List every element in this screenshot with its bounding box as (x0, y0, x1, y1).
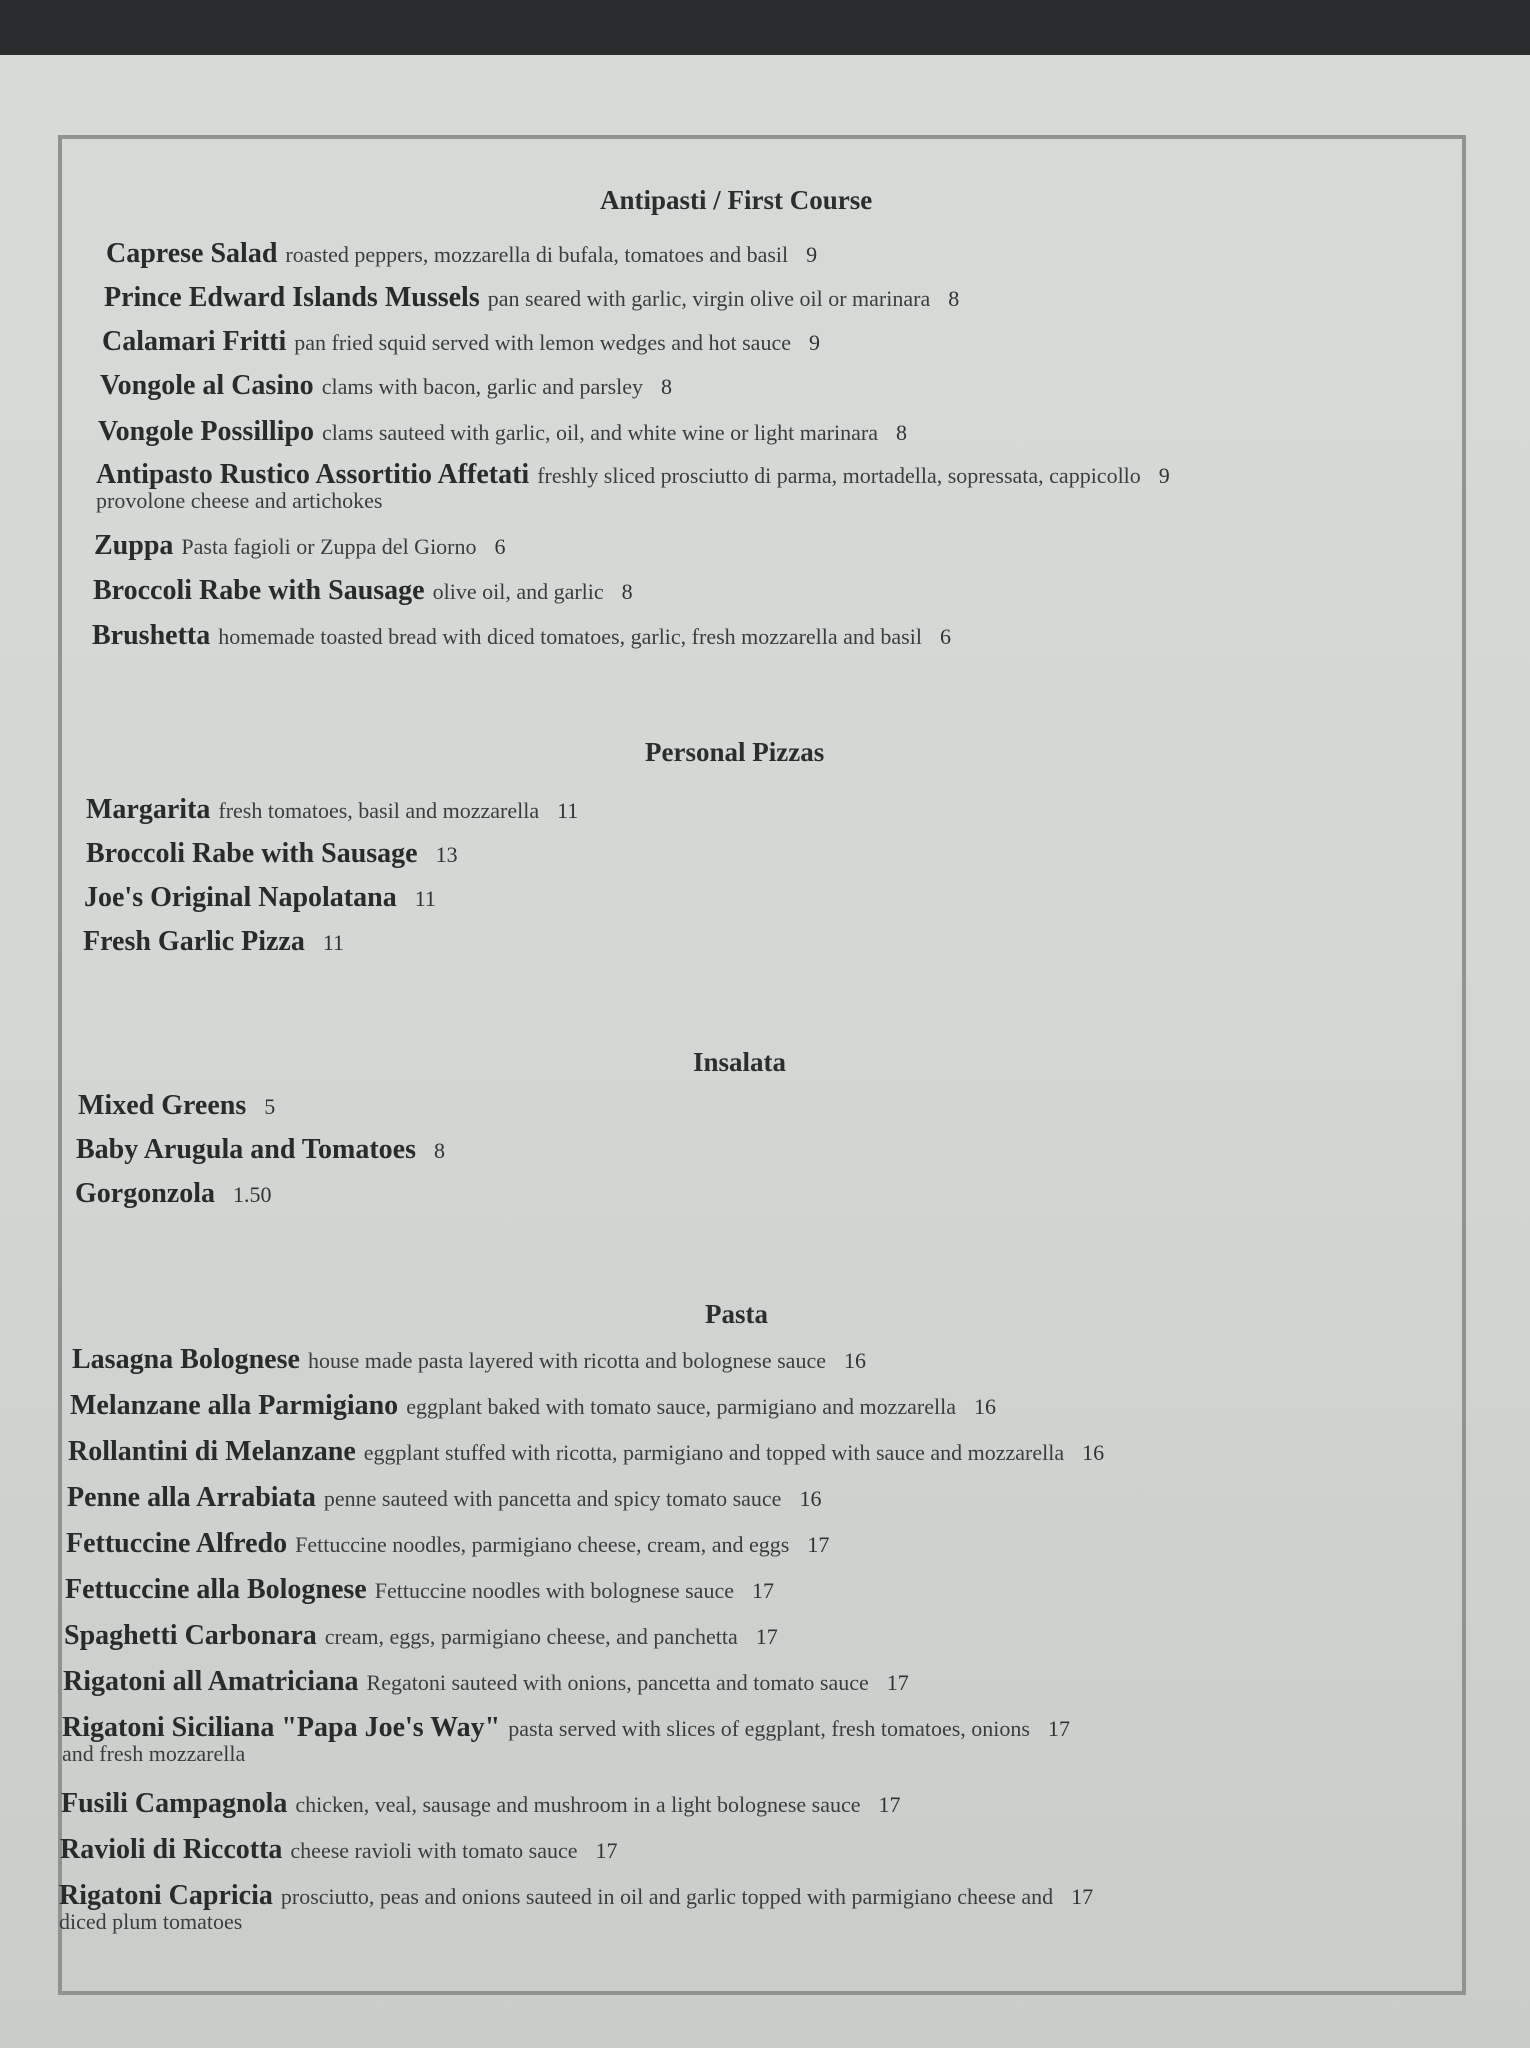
menu-item (83, 927, 344, 958)
item-name: Calamari Fritti (102, 326, 287, 357)
section-title-insalata: Insalata (693, 1047, 787, 1077)
item-price: 16 (1082, 1440, 1105, 1465)
item-name: Ravioli di Riccotta (60, 1834, 283, 1865)
item-price: 9 (806, 242, 818, 267)
item-price: 9 (1158, 463, 1170, 488)
menu-item (70, 1391, 996, 1422)
item-price: 17 (878, 1792, 901, 1817)
item-name: Antipasto Rustico Assortitio Affetati (96, 459, 530, 490)
menu-item (84, 883, 436, 914)
item-price: 17 (1071, 1884, 1094, 1909)
menu-item (92, 621, 951, 652)
menu-item (98, 417, 907, 448)
item-description: homemade toasted bread with diced tomatoes, garlic, fresh mozzarella and basil (218, 624, 922, 649)
item-description: fresh tomatoes, basil and mozzarella (218, 798, 540, 823)
menu-item (96, 460, 1170, 511)
menu-item (106, 239, 817, 270)
menu-item (67, 1483, 821, 1514)
item-price: 11 (322, 930, 345, 955)
item-description: olive oil, and garlic (432, 579, 604, 604)
menu-item (59, 1881, 1093, 1932)
item-name: Fettuccine Alfredo (66, 1528, 288, 1559)
menu-item (102, 327, 820, 358)
item-description: cream, eggs, parmigiano cheese, and panchetta (324, 1624, 738, 1649)
item-name: Rigatoni Siciliana "Papa Joe's Way" (62, 1712, 501, 1743)
item-name: Caprese Salad (106, 238, 278, 269)
item-description: chicken, veal, sausage and mushroom in a light bolognese sauce (295, 1792, 861, 1817)
menu-item (104, 283, 959, 314)
menu-item (86, 839, 458, 870)
item-price: 8 (895, 420, 907, 445)
menu-item (63, 1667, 909, 1698)
item-description: cheese ravioli with tomato sauce (290, 1838, 578, 1863)
item-price: 17 (886, 1670, 909, 1695)
menu-item (68, 1437, 1104, 1468)
menu-item (94, 531, 506, 562)
item-description: pasta served with slices of eggplant, fresh tomatoes, onions (508, 1716, 1030, 1741)
item-description: Fettuccine noodles with bolognese sauce (374, 1578, 734, 1603)
item-name: Zuppa (94, 530, 174, 561)
section-title-pasta: Pasta (705, 1299, 768, 1329)
item-description: Pasta fagioli or Zuppa del Giorno (181, 534, 477, 559)
item-description: freshly sliced prosciutto di parma, mortadella, sopressata, cappicollo (537, 463, 1141, 488)
item-name: Spaghetti Carbonara (64, 1620, 317, 1651)
item-name: Rigatoni all Amatriciana (63, 1666, 359, 1697)
item-description: pan seared with garlic, virgin olive oil or marinara (487, 286, 931, 311)
item-price: 8 (434, 1138, 445, 1163)
item-name: Mixed Greens (78, 1090, 247, 1121)
item-price: 13 (435, 842, 458, 867)
item-name: Fettuccine alla Bolognese (65, 1574, 367, 1605)
section-title-antipasti: Antipasti / First Course (600, 185, 873, 215)
item-description: clams with bacon, garlic and parsley (321, 374, 644, 399)
menu-item (66, 1529, 829, 1560)
item-price: 8 (621, 579, 633, 604)
item-description: penne sauteed with pancetta and spicy tomato sauce (323, 1486, 782, 1511)
item-price: 9 (808, 330, 820, 355)
item-name: Broccoli Rabe with Sausage (86, 838, 418, 869)
menu-item (65, 1575, 774, 1606)
item-price: 16 (843, 1348, 866, 1373)
item-name: Broccoli Rabe with Sausage (93, 575, 425, 606)
item-price: 17 (595, 1838, 618, 1863)
item-name: Vongole al Casino (100, 370, 314, 401)
item-price: 5 (264, 1094, 276, 1119)
item-name: Joe's Original Napolatana (84, 882, 397, 913)
item-description: eggplant baked with tomato sauce, parmigiano and mozzarella (406, 1394, 956, 1419)
item-price: 8 (661, 374, 673, 399)
menu-item (76, 1135, 445, 1166)
item-price: 11 (414, 886, 436, 911)
item-name: Penne alla Arrabiata (67, 1482, 316, 1513)
item-price: 17 (755, 1624, 778, 1649)
menu-item (93, 576, 633, 607)
item-description: Fettuccine noodles, parmigiano cheese, cream, and eggs (295, 1532, 790, 1557)
menu-item (100, 371, 672, 402)
item-price: 8 (948, 286, 960, 311)
menu-item (62, 1713, 1070, 1764)
item-name: Fusili Campagnola (61, 1788, 288, 1819)
section-title-pizzas: Personal Pizzas (645, 737, 825, 767)
item-price: 11 (557, 798, 579, 823)
menu-page (0, 55, 1530, 2048)
menu-item (61, 1789, 901, 1820)
menu-item (86, 795, 578, 826)
item-price: 6 (494, 534, 506, 559)
menu-item (72, 1345, 866, 1376)
item-name: Fresh Garlic Pizza (83, 926, 305, 957)
item-price: 6 (939, 624, 951, 649)
item-description: pan fried squid served with lemon wedges and hot sauce (294, 330, 791, 355)
item-price: 16 (973, 1394, 996, 1419)
item-name: Brushetta (92, 620, 211, 651)
menu-item (64, 1621, 778, 1652)
item-name: Baby Arugula and Tomatoes (76, 1134, 416, 1165)
item-name: Margarita (86, 794, 211, 825)
item-description-continued: diced plum tomatoes (59, 1909, 243, 1934)
item-description: Regatoni sauteed with onions, pancetta and tomato sauce (366, 1670, 869, 1695)
item-name: Melanzane alla Parmigiano (70, 1390, 399, 1421)
menu-item (78, 1091, 275, 1122)
item-price: 17 (1047, 1716, 1070, 1741)
item-name: Rollantini di Melanzane (68, 1436, 356, 1467)
item-name: Prince Edward Islands Mussels (104, 282, 480, 313)
item-name: Gorgonzola (75, 1178, 215, 1209)
item-description-continued: and fresh mozzarella (62, 1741, 246, 1766)
item-name: Lasagna Bolognese (72, 1344, 300, 1375)
item-price: 16 (799, 1486, 822, 1511)
item-price: 1.50 (233, 1182, 272, 1207)
item-description: prosciutto, peas and onions sauteed in oil and garlic topped with parmigiano cheese and (280, 1884, 1054, 1909)
item-description: roasted peppers, mozzarella di bufala, tomatoes and basil (285, 242, 789, 267)
item-name: Rigatoni Capricia (59, 1880, 273, 1911)
item-description-continued: provolone cheese and artichokes (96, 488, 383, 513)
item-description: clams sauteed with garlic, oil, and white wine or light marinara (322, 420, 878, 445)
menu-item (60, 1835, 618, 1866)
item-description: eggplant stuffed with ricotta, parmigiano and topped with sauce and mozzarella (363, 1440, 1065, 1465)
item-price: 17 (751, 1578, 774, 1603)
item-name: Vongole Possillipo (98, 416, 315, 447)
item-price: 17 (807, 1532, 830, 1557)
menu-item (75, 1179, 272, 1210)
item-description: house made pasta layered with ricotta and bolognese sauce (307, 1348, 826, 1373)
